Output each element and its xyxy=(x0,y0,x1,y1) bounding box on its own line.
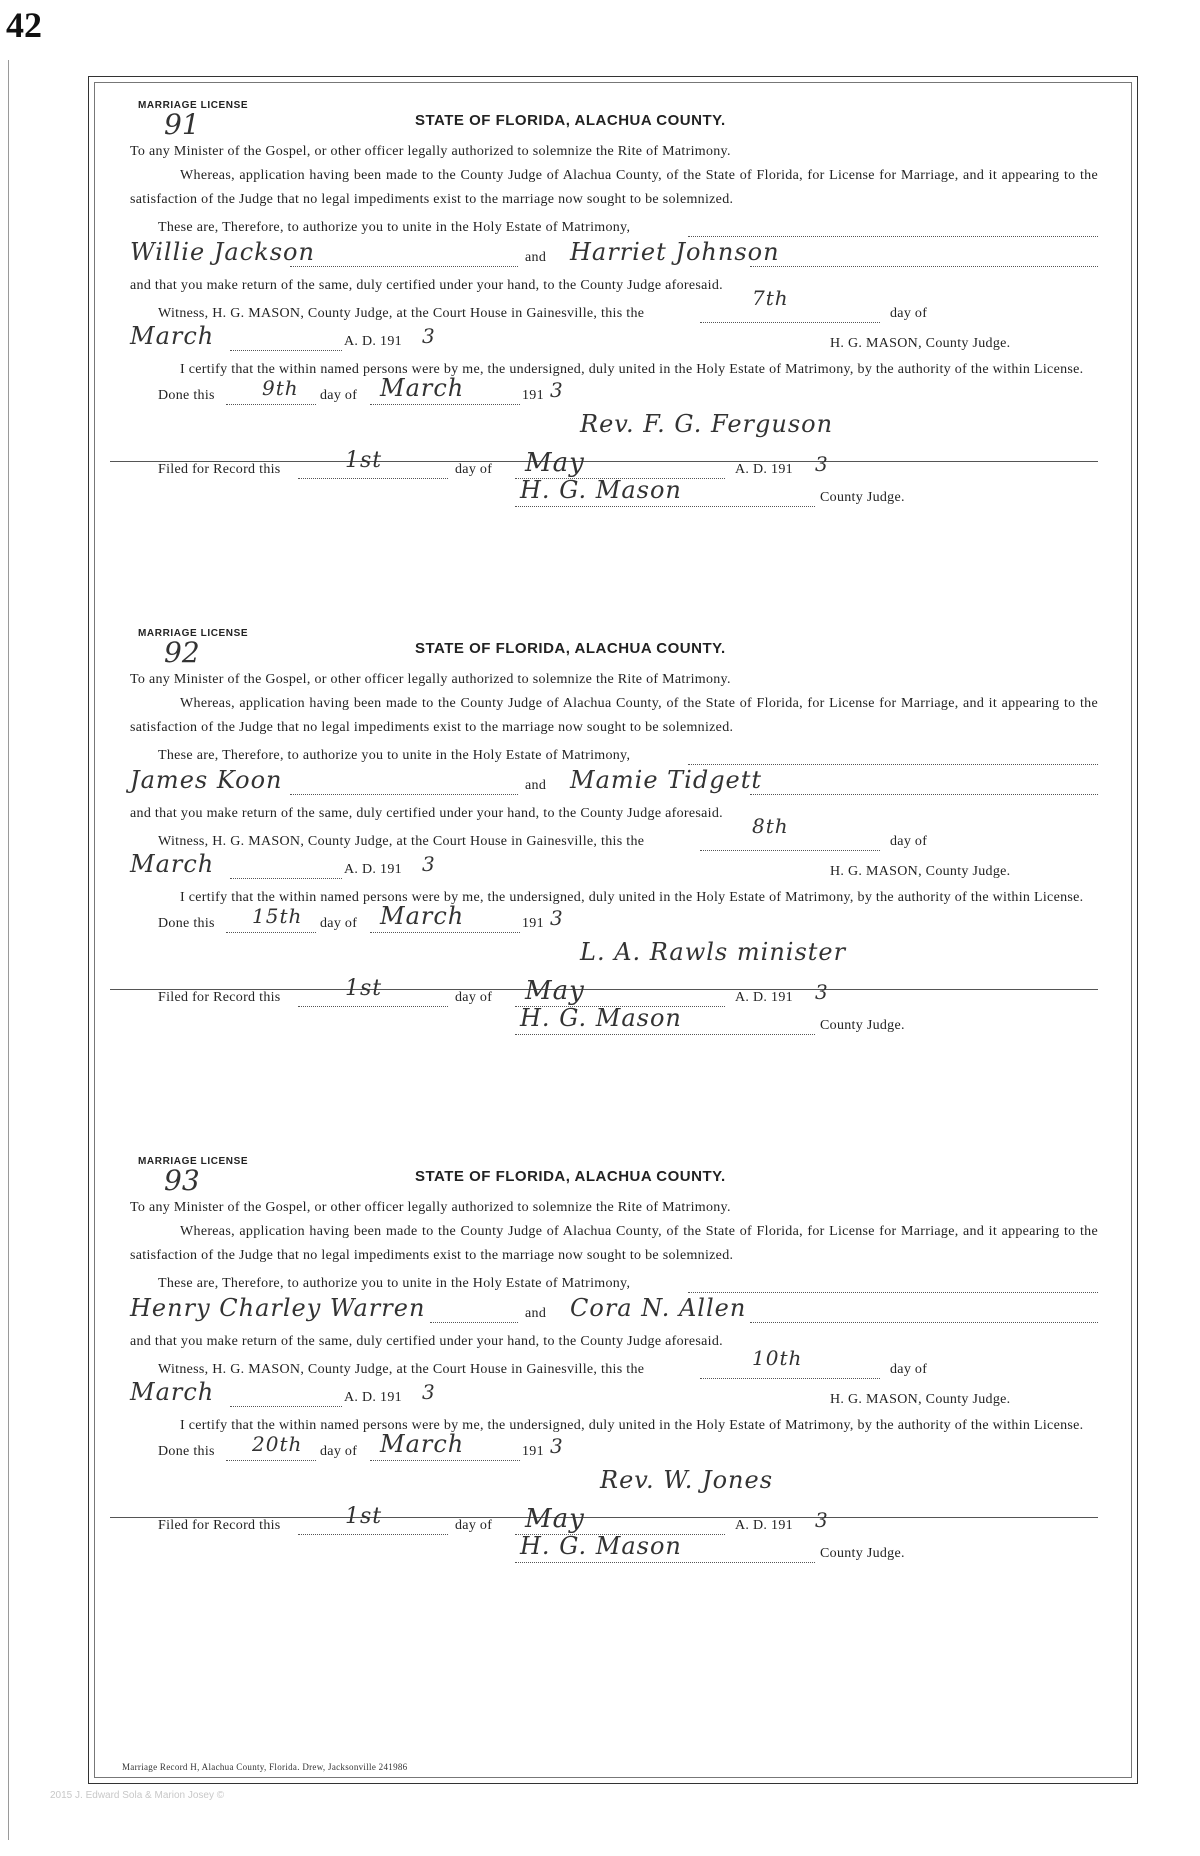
ad-full-text: A. D. 191 xyxy=(735,1518,793,1533)
filed-day: 1st xyxy=(345,976,383,1001)
witness-text: Witness, H. G. MASON, County Judge, at the Court House in Gainesville, this the xyxy=(158,834,645,849)
done-year-digit: 3 xyxy=(550,378,564,402)
marriage-license-91 xyxy=(130,100,1098,516)
officiant-signature: L. A. Rawls minister xyxy=(580,938,847,966)
dotted-line xyxy=(290,794,518,795)
make-return-text: and that you make return of the same, duly certified under your hand, to the County Judge aforesaid. xyxy=(130,806,723,821)
county-judge-text: County Judge. xyxy=(820,1546,905,1561)
day-of-text: day of xyxy=(320,1444,358,1459)
dotted-line xyxy=(370,1460,520,1461)
record-book-footer: Marriage Record H, Alachua County, Florida. Drew, Jacksonville 241986 xyxy=(122,1762,408,1772)
officiant-signature: Rev. F. G. Ferguson xyxy=(580,410,834,438)
dotted-line xyxy=(750,794,1098,795)
filed-month: May xyxy=(525,1504,585,1534)
day-of-text: day of xyxy=(890,834,928,849)
bride-name: Harriet Johnson xyxy=(570,238,780,266)
certify-text: I certify that the within named persons were by me, the undersigned, duly united in the Holy Estate of Matrimony, by the authority of the within License. xyxy=(180,1418,1084,1433)
state-heading: STATE OF FLORIDA, ALACHUA COUNTY. xyxy=(415,112,726,129)
license-label: MARRIAGE LICENSE xyxy=(138,100,249,111)
year-text: 191 xyxy=(522,1444,544,1459)
done-year-digit: 3 xyxy=(550,906,564,930)
dotted-line xyxy=(226,932,316,933)
dotted-line xyxy=(688,236,1098,237)
dotted-line xyxy=(750,266,1098,267)
margin-line xyxy=(8,60,9,1840)
day-of-text: day of xyxy=(890,1362,928,1377)
dotted-line xyxy=(370,404,520,405)
filed-year-digit: 3 xyxy=(815,1508,829,1532)
dotted-line xyxy=(226,404,316,405)
done-year-digit: 3 xyxy=(550,1434,564,1458)
these-are-text: These are, Therefore, to authorize you to unite in the Holy Estate of Matrimony, xyxy=(158,220,631,235)
witness-text: Witness, H. G. MASON, County Judge, at the Court House in Gainesville, this the xyxy=(158,1362,645,1377)
filed-month: May xyxy=(525,976,585,1006)
issued-month: March xyxy=(130,1378,215,1406)
dotted-line xyxy=(430,1322,518,1323)
make-return-text: and that you make return of the same, duly certified under your hand, to the County Judge aforesaid. xyxy=(130,278,723,293)
dotted-line xyxy=(290,266,518,267)
dotted-line xyxy=(515,1562,815,1563)
dotted-line xyxy=(700,850,880,851)
ad-text: A. D. 191 xyxy=(344,1390,402,1405)
ad-text: A. D. 191 xyxy=(344,862,402,877)
and-text: and xyxy=(525,250,547,265)
judge-signature: H. G. Mason xyxy=(520,476,682,504)
page-number: 42 xyxy=(6,5,42,45)
dotted-line xyxy=(226,1460,316,1461)
filed-day: 1st xyxy=(345,448,383,473)
certify-text: I certify that the within named persons were by me, the undersigned, duly united in the Holy Estate of Matrimony, by the authority of the within License. xyxy=(180,362,1084,377)
day-of-text: day of xyxy=(455,990,493,1005)
ad-full-text: A. D. 191 xyxy=(735,990,793,1005)
copyright-watermark: 2015 J. Edward Sola & Marion Josey © xyxy=(50,1790,225,1801)
dotted-line xyxy=(230,878,342,879)
filed-for-record-text: Filed for Record this xyxy=(158,462,281,477)
whereas-text: Whereas, application having been made to the County Judge of Alachua County, of the State of Florida, for License for Marriage, and it appearing to the satisfaction of the Judge that no legal impediments exist to the marriage now sought to be solemnized. xyxy=(130,696,1098,735)
judge-name-line: H. G. MASON, County Judge. xyxy=(830,336,1011,351)
dotted-line xyxy=(298,1006,448,1007)
witness-text: Witness, H. G. MASON, County Judge, at the Court House in Gainesville, this the xyxy=(158,306,645,321)
done-this-text: Done this xyxy=(158,1444,215,1459)
issued-month: March xyxy=(130,850,215,878)
done-this-text: Done this xyxy=(158,916,215,931)
issued-day: 8th xyxy=(752,814,789,838)
officiant-signature: Rev. W. Jones xyxy=(600,1466,774,1494)
issued-day: 10th xyxy=(752,1346,803,1370)
to-any-minister-text: To any Minister of the Gospel, or other officer legally authorized to solemnize the Rite of Matrimony. xyxy=(130,1200,731,1215)
filed-for-record-text: Filed for Record this xyxy=(158,1518,281,1533)
bride-name: Mamie Tidgett xyxy=(570,766,763,794)
dotted-line xyxy=(230,350,342,351)
state-heading: STATE OF FLORIDA, ALACHUA COUNTY. xyxy=(415,1168,726,1185)
dotted-line xyxy=(688,1292,1098,1293)
license-number: 91 xyxy=(164,108,200,141)
license-label: MARRIAGE LICENSE xyxy=(138,1156,249,1167)
issued-year-digit: 3 xyxy=(422,324,436,348)
filed-for-record-text: Filed for Record this xyxy=(158,990,281,1005)
done-day: 9th xyxy=(262,376,299,400)
dotted-line xyxy=(750,1322,1098,1323)
dotted-line xyxy=(515,506,815,507)
dotted-line xyxy=(370,932,520,933)
groom-name: Henry Charley Warren xyxy=(130,1294,426,1322)
year-text: 191 xyxy=(522,388,544,403)
ad-text: A. D. 191 xyxy=(344,334,402,349)
issued-year-digit: 3 xyxy=(422,1380,436,1404)
issued-year-digit: 3 xyxy=(422,852,436,876)
filed-month: May xyxy=(525,448,585,478)
marriage-license-92 xyxy=(130,628,1098,1044)
dotted-line xyxy=(515,1034,815,1035)
day-of-text: day of xyxy=(320,916,358,931)
and-text: and xyxy=(525,1306,547,1321)
dotted-line xyxy=(700,322,880,323)
bride-name: Cora N. Allen xyxy=(570,1294,747,1322)
certify-text: I certify that the within named persons were by me, the undersigned, duly united in the Holy Estate of Matrimony, by the authority of the within License. xyxy=(180,890,1084,905)
license-number: 93 xyxy=(164,1164,200,1197)
done-month: March xyxy=(380,902,465,930)
dotted-line xyxy=(298,1534,448,1535)
license-number: 92 xyxy=(164,636,200,669)
year-text: 191 xyxy=(522,916,544,931)
filed-year-digit: 3 xyxy=(815,980,829,1004)
done-day: 15th xyxy=(252,904,303,928)
whereas-text: Whereas, application having been made to the County Judge of Alachua County, of the State of Florida, for License for Marriage, and it appearing to the satisfaction of the Judge that no legal impediments exist to the marriage now sought to be solemnized. xyxy=(130,1224,1098,1263)
groom-name: James Koon xyxy=(130,766,283,794)
day-of-text: day of xyxy=(455,462,493,477)
dotted-line xyxy=(700,1378,880,1379)
dotted-line xyxy=(688,764,1098,765)
done-this-text: Done this xyxy=(158,388,215,403)
done-month: March xyxy=(380,1430,465,1458)
judge-name-line: H. G. MASON, County Judge. xyxy=(830,1392,1011,1407)
filed-year-digit: 3 xyxy=(815,452,829,476)
judge-signature: H. G. Mason xyxy=(520,1004,682,1032)
day-of-text: day of xyxy=(320,388,358,403)
issued-month: March xyxy=(130,322,215,350)
dotted-line xyxy=(230,1406,342,1407)
to-any-minister-text: To any Minister of the Gospel, or other officer legally authorized to solemnize the Rite of Matrimony. xyxy=(130,672,731,687)
county-judge-text: County Judge. xyxy=(820,490,905,505)
issued-day: 7th xyxy=(752,286,789,310)
to-any-minister-text: To any Minister of the Gospel, or other officer legally authorized to solemnize the Rite of Matrimony. xyxy=(130,144,731,159)
judge-signature: H. G. Mason xyxy=(520,1532,682,1560)
day-of-text: day of xyxy=(455,1518,493,1533)
these-are-text: These are, Therefore, to authorize you to unite in the Holy Estate of Matrimony, xyxy=(158,748,631,763)
whereas-text: Whereas, application having been made to the County Judge of Alachua County, of the State of Florida, for License for Marriage, and it appearing to the satisfaction of the Judge that no legal impediments exist to the marriage now sought to be solemnized. xyxy=(130,168,1098,207)
license-label: MARRIAGE LICENSE xyxy=(138,628,249,639)
marriage-license-93 xyxy=(130,1156,1098,1572)
make-return-text: and that you make return of the same, duly certified under your hand, to the County Judge aforesaid. xyxy=(130,1334,723,1349)
done-day: 20th xyxy=(252,1432,303,1456)
these-are-text: These are, Therefore, to authorize you to unite in the Holy Estate of Matrimony, xyxy=(158,1276,631,1291)
county-judge-text: County Judge. xyxy=(820,1018,905,1033)
and-text: and xyxy=(525,778,547,793)
dotted-line xyxy=(298,478,448,479)
judge-name-line: H. G. MASON, County Judge. xyxy=(830,864,1011,879)
done-month: March xyxy=(380,374,465,402)
day-of-text: day of xyxy=(890,306,928,321)
filed-day: 1st xyxy=(345,1504,383,1529)
state-heading: STATE OF FLORIDA, ALACHUA COUNTY. xyxy=(415,640,726,657)
groom-name: Willie Jackson xyxy=(130,238,315,266)
ad-full-text: A. D. 191 xyxy=(735,462,793,477)
